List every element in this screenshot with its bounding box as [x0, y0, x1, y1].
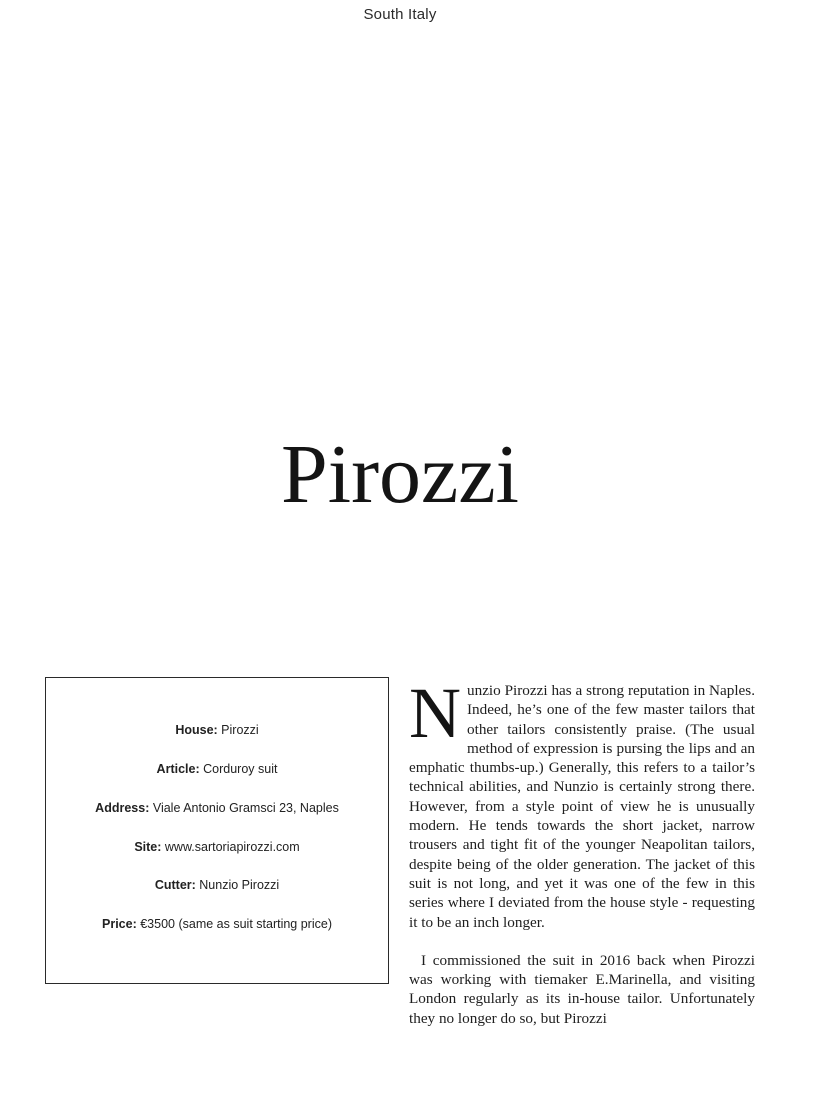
info-article: [46, 762, 388, 776]
page-title: Pirozzi: [281, 428, 519, 521]
info-house: [46, 723, 388, 737]
info-address-value: Viale Antonio Gramsci 23, Naples: [152, 801, 339, 815]
info-article-label: Article:: [156, 762, 200, 776]
info-house-value: Pirozzi: [221, 723, 259, 737]
info-site: [46, 840, 388, 854]
info-price-value: €3500 (same as suit starting price): [140, 917, 332, 931]
info-site-label: Site:: [134, 840, 162, 854]
article-paragraph: [409, 673, 755, 932]
info-box: [45, 677, 389, 984]
drop-cap: N: [409, 673, 461, 753]
info-address-label: Address:: [95, 801, 150, 815]
info-cutter-label: Cutter:: [154, 878, 196, 892]
info-house-label: House:: [175, 723, 218, 737]
paragraph-1-text: unzio Pirozzi has a strong reputation in Naples. Indeed, he’s one of the few master tailors that other tailors consistently praise. (The usual method of expression is pursing the lips and an emphatic thumbs-up.) Generally, this refers to a tailor’s technical abilities, and Nunzio is certainly strong there. However, from a style point of view he is unusually modern. He tends towards the short jacket, narrow trousers and tight fit of the younger Neapolitan tailors, despite being of the older generation. The jacket of this suit is not long, and yet it was one of the few in this series where I deviated from the house style - requesting it to be an inch longer.: [409, 682, 755, 931]
info-cutter-value: Nunzio Pirozzi: [199, 878, 280, 892]
info-article-value: Corduroy suit: [203, 762, 278, 776]
article-body: [409, 673, 755, 1028]
info-address: [46, 801, 388, 815]
running-head: South Italy: [363, 6, 437, 23]
info-price-label: Price:: [102, 917, 137, 931]
info-cutter: [46, 878, 388, 892]
info-site-value: www.sartoriapirozzi.com: [164, 840, 300, 854]
info-price: [46, 917, 388, 931]
article-paragraph: I commissioned the suit in 2016 back when Pirozzi was working with tiemaker E.Marinella, and visiting London regularly as its in-house tailor. Unfortunately they no longer do so, but Pirozzi: [409, 951, 755, 1027]
